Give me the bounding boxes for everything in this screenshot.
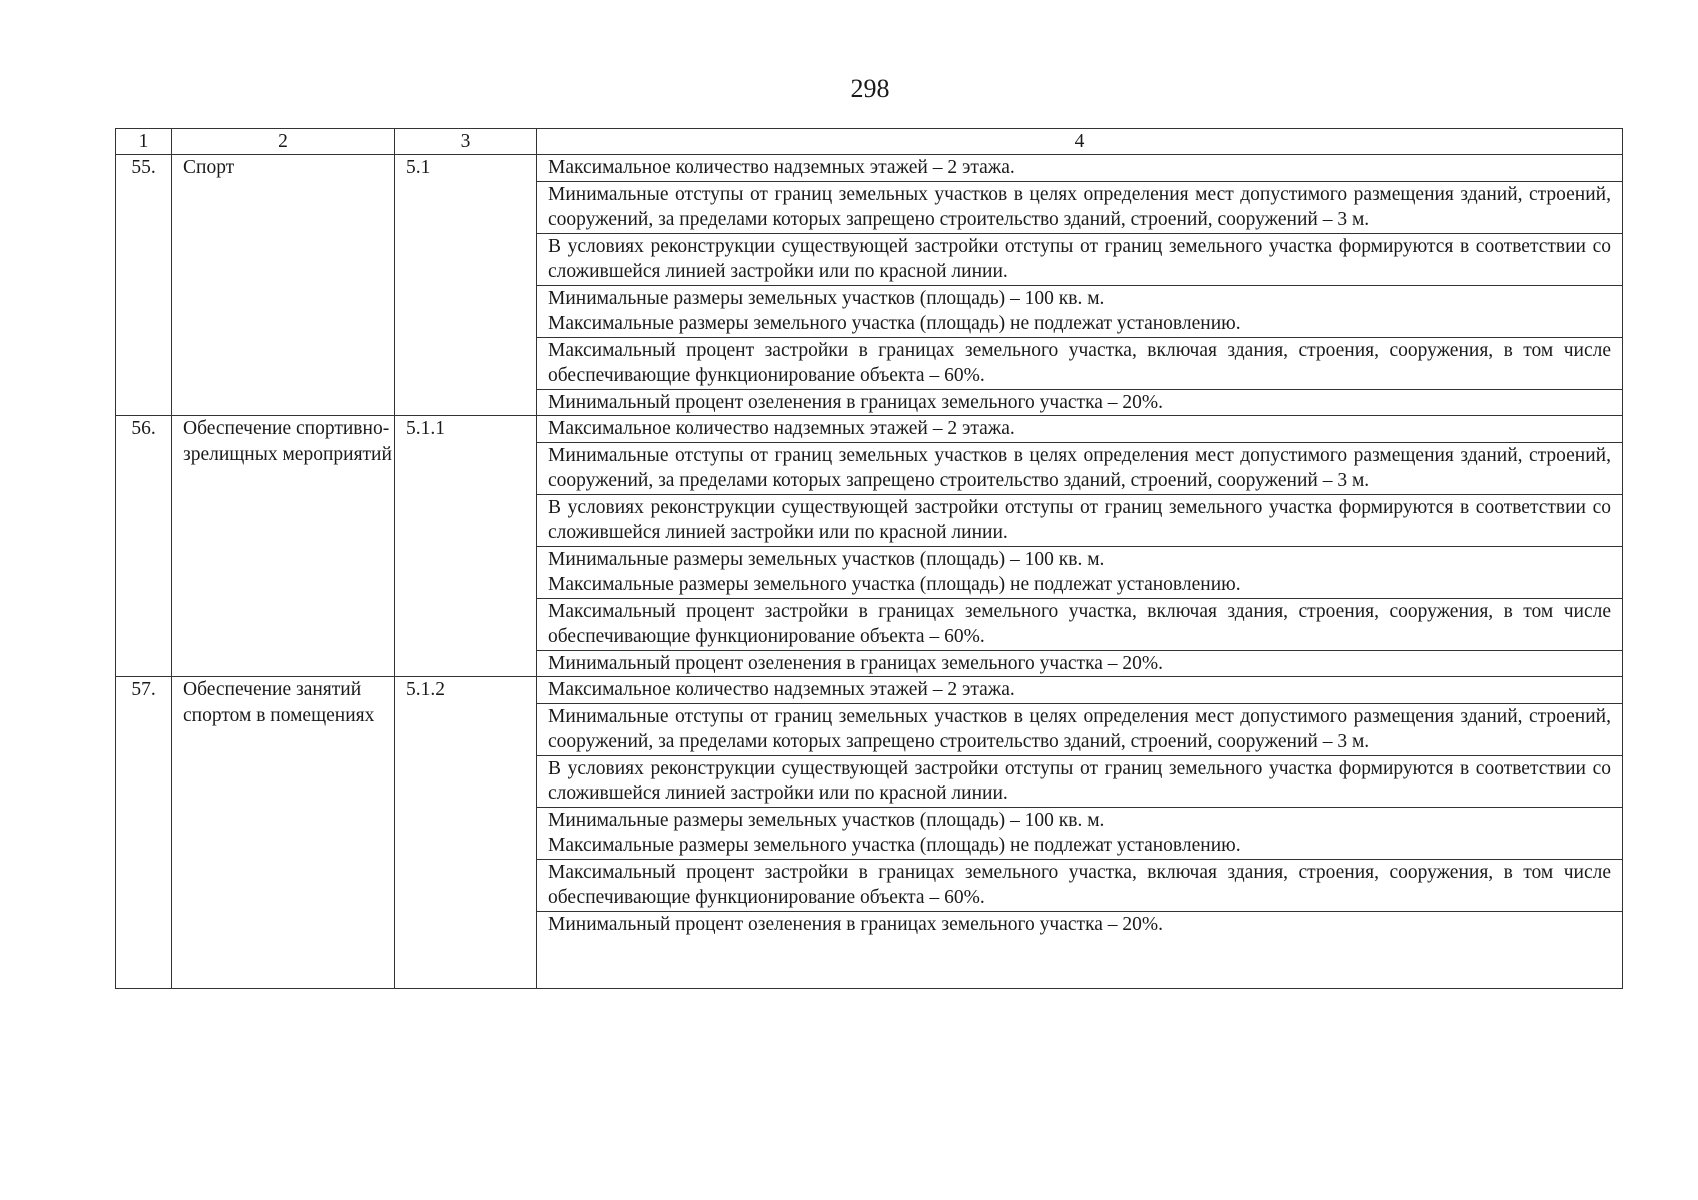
requirement-text: Максимальные размеры земельного участка (площадь) не подлежат установлению. (548, 313, 1241, 334)
requirement-text: Минимальные размеры земельных участков (площадь) – 100 кв. м. (548, 548, 1105, 570)
table-row (116, 677, 1623, 704)
column-header-1: 1 (116, 129, 172, 155)
requirement-cell (537, 677, 1623, 704)
requirement-cell (537, 389, 1623, 416)
requirement-text: Максимальный процент застройки в границах земельного участка, включая здания, строения, сооружения, в том числе обеспечивающие функционирование объекта – 60%. (548, 861, 1611, 908)
land-use-regulations-table (115, 128, 1623, 989)
requirement-text: Минимальный процент озеленения в границах земельного участка – 20%. (548, 391, 1164, 413)
requirement-text: Минимальные отступы от границ земельных участков в целях определения мест допустимого размещения зданий, строений, сооружений, за пределами которых запрещено строительство зданий, строений, сооружений – 3 м. (548, 705, 1611, 752)
land-use-type-cell: Обеспечение спортивно-зрелищных мероприятий (172, 416, 395, 677)
requirement-text: В условиях реконструкции существующей застройки отступы от границ земельного участка формируются в соответствии со сложившейся линией застройки или по красной линии. (548, 235, 1611, 282)
requirement-text: Максимальный процент застройки в границах земельного участка, включая здания, строения, сооружения, в том числе обеспечивающие функционирование объекта – 60%. (548, 339, 1611, 386)
table-header-row (116, 129, 1623, 155)
land-use-code-cell: 5.1.1 (395, 416, 537, 677)
requirement-cell (537, 598, 1623, 650)
column-header-4: 4 (537, 129, 1623, 155)
requirement-cell (537, 755, 1623, 807)
land-use-type-cell: Обеспечение занятий спортом в помещениях (172, 677, 395, 989)
requirement-cell (537, 494, 1623, 546)
requirement-cell (537, 650, 1623, 677)
requirement-text: Минимальные отступы от границ земельных участков в целях определения мест допустимого размещения зданий, строений, сооружений, за пределами которых запрещено строительство зданий, строений, сооружений – 3 м. (548, 183, 1611, 230)
requirement-text: В условиях реконструкции существующей застройки отступы от границ земельного участка формируются в соответствии со сложившейся линией застройки или по красной линии. (548, 496, 1611, 543)
table-row (116, 416, 1623, 443)
requirement-text: В условиях реконструкции существующей застройки отступы от границ земельного участка формируются в соответствии со сложившейся линией застройки или по красной линии. (548, 757, 1611, 804)
land-use-code-cell: 5.1.2 (395, 677, 537, 989)
requirement-text: Минимальный процент озеленения в границах земельного участка – 20%. (548, 913, 1164, 935)
requirement-cell (537, 337, 1623, 389)
requirement-cell (537, 703, 1623, 755)
requirement-cell (537, 285, 1623, 337)
row-number-cell: 56. (116, 416, 172, 677)
requirement-cell (537, 181, 1623, 233)
row-number-cell: 57. (116, 677, 172, 989)
requirement-text: Максимальное количество надземных этажей – 2 этажа. (548, 679, 1015, 700)
requirement-text: Минимальные размеры земельных участков (площадь) – 100 кв. м. (548, 287, 1105, 309)
land-use-code-cell: 5.1 (395, 155, 537, 416)
column-header-3: 3 (395, 129, 537, 155)
requirement-text: Максимальное количество надземных этажей – 2 этажа. (548, 418, 1015, 439)
column-header-2: 2 (172, 129, 395, 155)
requirement-cell (537, 911, 1623, 988)
requirement-text: Максимальный процент застройки в границах земельного участка, включая здания, строения, сооружения, в том числе обеспечивающие функционирование объекта – 60%. (548, 600, 1611, 647)
requirement-text: Минимальный процент озеленения в границах земельного участка – 20%. (548, 652, 1164, 674)
requirement-text: Максимальные размеры земельного участка (площадь) не подлежат установлению. (548, 574, 1241, 595)
requirement-text: Минимальные размеры земельных участков (площадь) – 100 кв. м. (548, 809, 1105, 831)
requirement-text: Минимальные отступы от границ земельных участков в целях определения мест допустимого размещения зданий, строений, сооружений, за пределами которых запрещено строительство зданий, строений, сооружений – 3 м. (548, 444, 1611, 491)
requirement-cell (537, 546, 1623, 598)
requirement-cell (537, 155, 1623, 182)
requirement-cell (537, 807, 1623, 859)
requirement-cell (537, 859, 1623, 911)
requirement-cell (537, 442, 1623, 494)
page-number: 298 (850, 74, 890, 103)
requirement-cell (537, 233, 1623, 285)
requirement-text: Максимальные размеры земельного участка (площадь) не подлежат установлению. (548, 835, 1241, 856)
requirement-text: Максимальное количество надземных этажей – 2 этажа. (548, 157, 1015, 178)
row-number-cell: 55. (116, 155, 172, 416)
table-row (116, 155, 1623, 182)
requirement-cell (537, 416, 1623, 443)
land-use-type-cell: Спорт (172, 155, 395, 416)
